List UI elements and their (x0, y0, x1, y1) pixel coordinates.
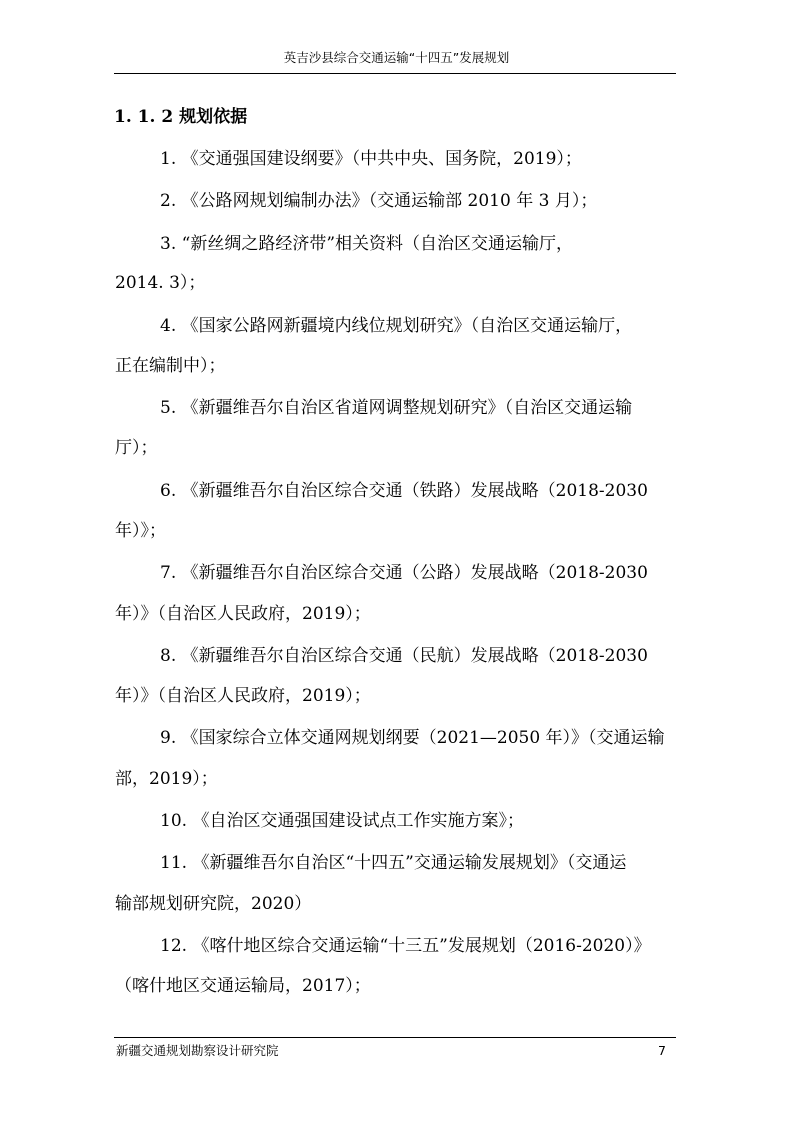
reference-line: 年）》； (115, 521, 166, 541)
page-number: 7 (658, 1043, 666, 1058)
reference-line: 2. 《公路网规划编制办法》（交通运输部 2010 年 3 月）； (160, 191, 598, 211)
reference-line: 正在编制中）； (115, 356, 226, 376)
reference-line: 5. 《新疆维吾尔自治区省道网调整规划研究》（自治区交通运输 (160, 398, 633, 418)
reference-line: 年）》（自治区人民政府，2019）； (115, 604, 371, 624)
reference-line: （喀什地区交通运输局，2017）； (115, 976, 371, 996)
running-header-title: 英吉沙县综合交通运输“十四五”发展规划 (283, 50, 510, 65)
reference-line: 厅）； (115, 438, 158, 458)
reference-line: 2014. 3）； (115, 273, 206, 293)
reference-line: 10. 《自治区交通强国建设试点工作实施方案》； (160, 811, 524, 831)
reference-line: 7. 《新疆维吾尔自治区综合交通（公路）发展战略（2018-2030 (160, 563, 648, 583)
reference-line: 6. 《新疆维吾尔自治区综合交通（铁路）发展战略（2018-2030 (160, 481, 648, 501)
header-divider (114, 73, 676, 74)
reference-line: 8. 《新疆维吾尔自治区综合交通（民航）发展战略（2018-2030 (160, 646, 648, 666)
reference-line: 11. 《新疆维吾尔自治区“十四五”交通运输发展规划》（交通运 (160, 853, 627, 873)
footer-organization: 新疆交通规划勘察设计研究院 (116, 1043, 279, 1058)
section-heading: 1. 1. 2 规划依据 (114, 107, 248, 127)
reference-line: 3. “新丝绸之路经济带”相关资料（自治区交通运输厅， (160, 234, 574, 254)
reference-line: 输部规划研究院，2020） (115, 894, 312, 914)
reference-line: 4. 《国家公路网新疆境内线位规划研究》（自治区交通运输厅， (160, 316, 633, 336)
reference-line: 年）》（自治区人民政府，2019）； (115, 686, 371, 706)
reference-line: 部，2019）； (115, 769, 218, 789)
reference-line: 9. 《国家综合立体交通网规划纲要（2021—2050 年）》（交通运输 (160, 728, 665, 748)
reference-line: 12. 《喀什地区综合交通运输“十三五”发展规划（2016-2020）》 (160, 936, 651, 956)
footer-divider (114, 1037, 676, 1038)
reference-line: 1. 《交通强国建设纲要》（中共中央、国务院，2019）； (160, 149, 582, 169)
